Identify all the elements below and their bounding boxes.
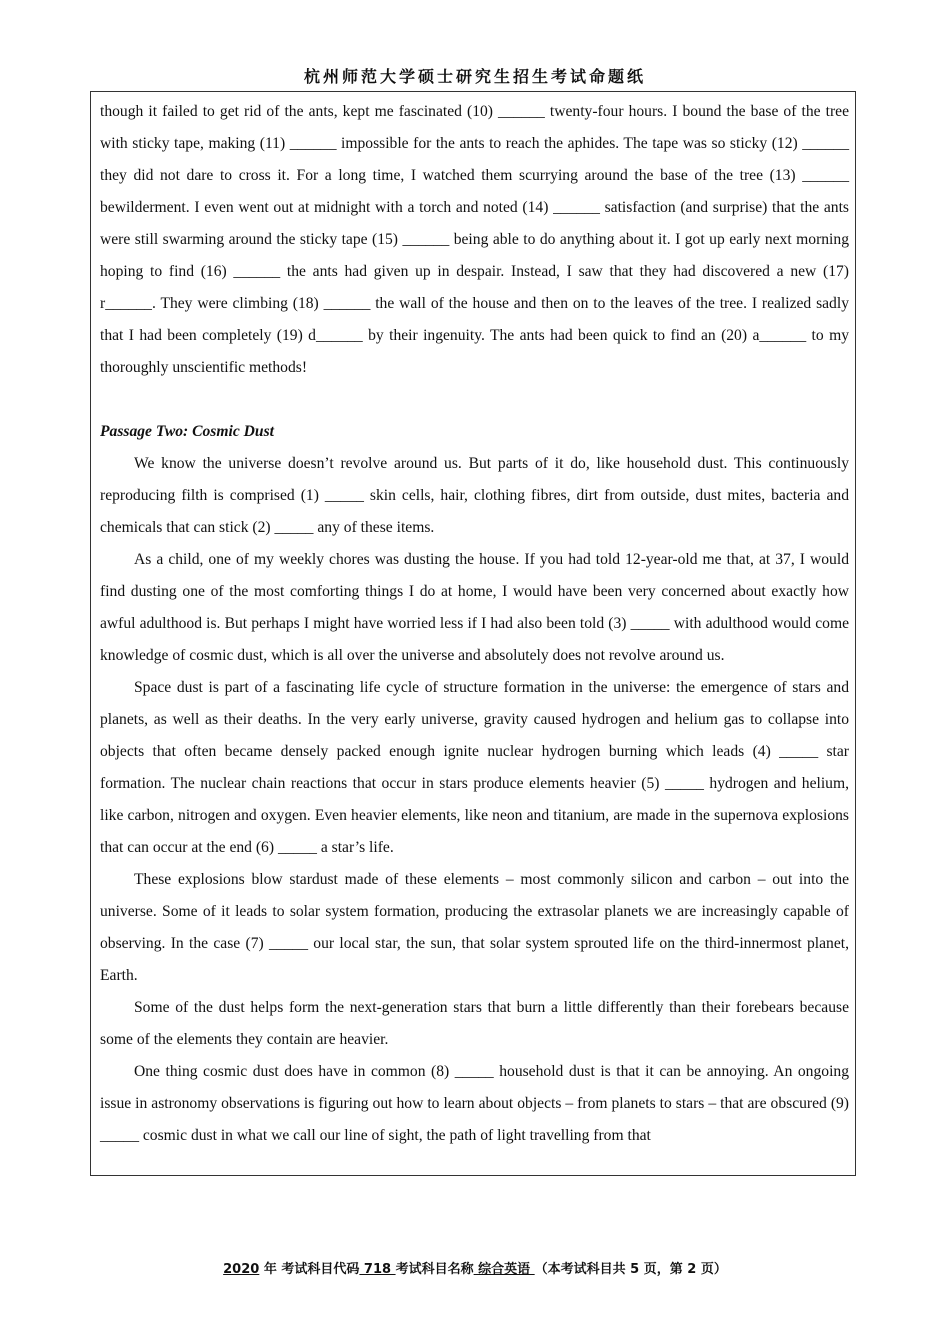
passage-two-title: Passage Two: Cosmic Dust: [100, 423, 274, 440]
page-footer: [0, 1258, 950, 1277]
question-frame: [90, 91, 856, 1176]
passage-two-paragraph-6: One thing cosmic dust does have in common (8) _____ household dust is that it can be annoying. An ongoing issue in astronomy observations is figuring out how to learn about objects – from planets to stars – that are obscured (9) _____ cosmic dust in what we call our line of sight, the path of light travelling from that: [100, 1063, 849, 1144]
passage-two-paragraph-3: Space dust is part of a fascinating life cycle of structure formation in the universe: the emergence of stars and planets, as well as their deaths. In the very early universe, gravity caused hydrogen and helium gas to collapse into objects that often became densely packed enough ignite nuclear hydrogen burning which leads (4) _____ star formation. The nuclear chain reactions that occur in stars produce elements heavier (5) _____ hydrogen and helium, like carbon, nitrogen and oxygen. Even heavier elements, like neon and titanium, are made in the supernova explosions that can occur at the end (6) _____ a star’s life.: [100, 679, 849, 856]
passage-one-continuation: though it failed to get rid of the ants, kept me fascinated (10) ______ twenty-four hours. I bound the base of the tree with sticky tape, making (11) ______ impossible for the ants to reach the aphides. The tape was so sticky (12) ______ they did not dare to cross it. For a long time, I watched them scurrying around the base of the tree (13) ______ bewilderment. I even went out at midnight with a torch and noted (14) ______ satisfaction (and surprise) that the ants were still swarming around the sticky tape (15) ______ being able to do anything about it. I got up early next morning hoping to find (16) ______ the ants had given up in despair. Instead, I saw that they had discovered a new (17) r______. They were climbing (18) ______ the wall of the house and then on to the leaves of the tree. I realized sadly that I had been completely (19) d______ by their ingenuity. The ants had been quick to find an (20) a______ to my thoroughly unscientific methods!: [100, 103, 849, 376]
passage-two-paragraph-2: As a child, one of my weekly chores was dusting the house. If you had told 12-year-old me that, at 37, I would find dusting one of the most comforting things I do at home, I would have been very concerned about exactly how awful adulthood is. But perhaps I might have worried less if I had also been told (3) _____ with adulthood would come knowledge of cosmic dust, which is all over the universe and absolutely does not revolve around us.: [100, 551, 849, 664]
subject-name-label: 考试科目名称: [395, 1262, 474, 1277]
passage-gap: [100, 384, 849, 416]
page-header: 杭州师范大学硕士研究生招生考试命题纸: [303, 67, 646, 86]
subject-name: 综合英语: [473, 1262, 535, 1277]
year-label: 年 考试科目代码: [259, 1262, 360, 1277]
page-count-note: （本考试科目共 5 页，第 2 页）: [534, 1262, 727, 1277]
passage-two-paragraph-1: We know the universe doesn’t revolve around us. But parts of it do, like household dust. This continuously reproducing filth is comprised (1) _____ skin cells, hair, clothing fibres, dirt from outside, dust mites, bacteria and chemicals that can stick (2) _____ any of these items.: [100, 455, 849, 536]
subject-code: 718: [359, 1262, 396, 1277]
exam-year: 2020: [223, 1262, 260, 1277]
passage-two-paragraph-4: These explosions blow stardust made of these elements – most commonly silicon and carbon – out into the universe. Some of it leads to solar system formation, producing the extrasolar planets we are increasingly capable of observing. In the case (7) _____ our local star, the sun, that solar system sprouted life on the third-innermost planet, Earth.: [100, 871, 849, 984]
passage-two-paragraph-5: Some of the dust helps form the next-generation stars that burn a little differently than their forebears because some of the elements they contain are heavier.: [100, 999, 849, 1048]
question-content: [100, 96, 849, 1152]
